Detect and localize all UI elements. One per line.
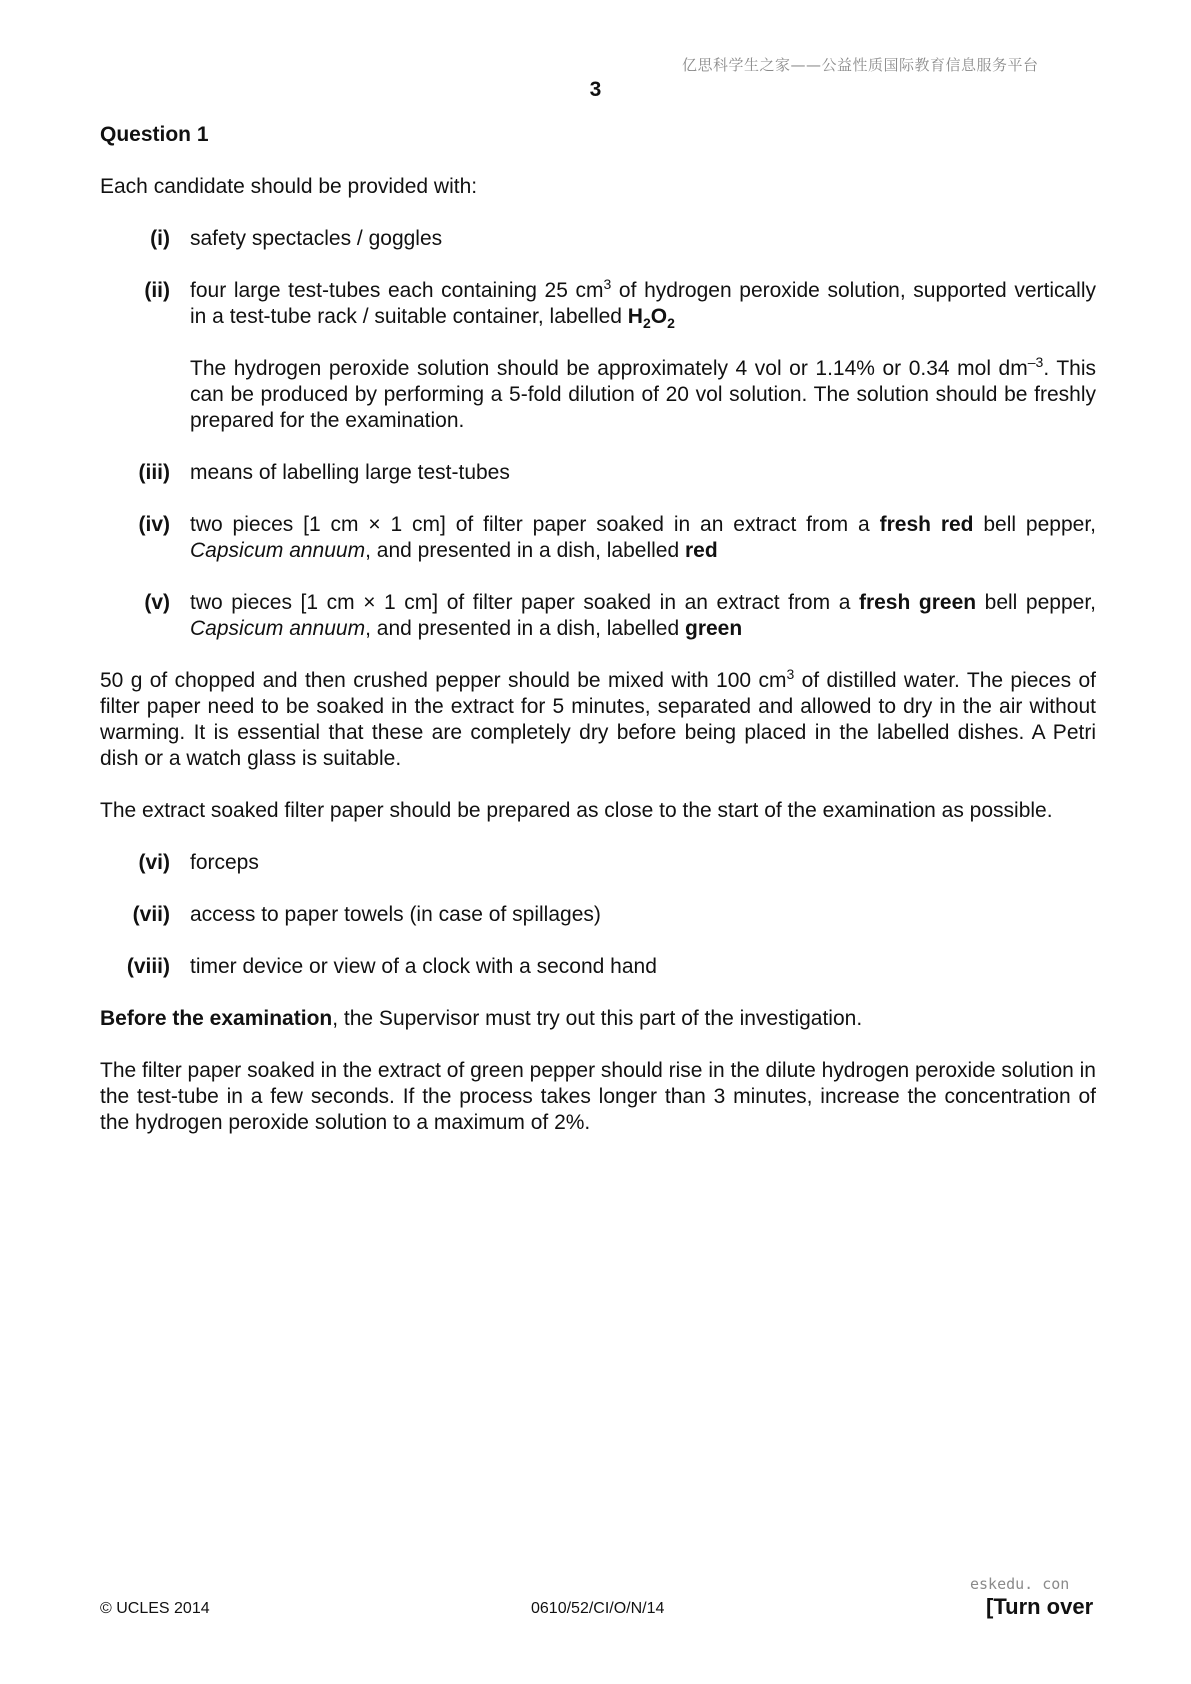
item-text: means of labelling large test-tubes xyxy=(190,461,510,484)
list-item-iii xyxy=(100,460,1096,486)
before-exam-paragraph: Before the examination, the Supervisor must try out this part of the investigation. xyxy=(100,1007,863,1030)
item-text: timer device or view of a clock with a second hand xyxy=(190,955,657,978)
extract-paragraph: 50 g of chopped and then crushed pepper should be mixed with 100 $cm^3$ of distilled water. The pieces of filter paper need to be soaked in the extract for 5 minutes, separated and allowed to dry in the air without warming. It is essential that these are completely dry before being placed in the labelled dishes. A Petri dish or a watch glass is suitable. xyxy=(100,666,1096,770)
footer-paper-code: 0610/52/CI/O/N/14 xyxy=(531,1600,665,1617)
watermark-top: 亿思科学生之家——公益性质国际教育信息服务平台 xyxy=(682,56,1039,74)
final-paragraph: The filter paper soaked in the extract of green pepper should rise in the dilute hydrogen peroxide solution in the test-tube in a few seconds. If the process takes longer than 3 minutes, increase the concentration of the hydrogen peroxide solution to a maximum of 2%. xyxy=(100,1059,1096,1134)
intro-text: Each candidate should be provided with: xyxy=(100,175,478,198)
item-text: four large test-tubes each containing 25 $cm^3$ of hydrogen peroxide solution, supported vertically in a test-tube rack / suitable container, labelled $H_2O_2$ The hydrogen peroxide solution should be approximately 4 vol or 1.14% or 0.34 mol $dm^{-3}$. This can be produced by performing a 5-fold dilution of 20 vol solution. The solution should be freshly prepared for the examination. xyxy=(190,276,1097,432)
question-heading: Question 1 xyxy=(100,123,209,146)
item-text: two pieces [1 cm × 1 cm] of filter paper soaked in an extract from a fresh red bell pepper, Capsicum annuum, and presented in a dish, labelled red xyxy=(190,513,1096,562)
item-number: (v) xyxy=(144,591,170,614)
footer-copyright: © UCLES 2014 xyxy=(100,1600,210,1617)
item-text: access to paper towels (in case of spillages) xyxy=(190,903,601,926)
item-number: (vi) xyxy=(138,851,170,874)
item-number: (ii) xyxy=(144,279,170,302)
item-text: two pieces [1 cm × 1 cm] of filter paper soaked in an extract from a fresh green bell pepper, Capsicum annuum, and presented in a dish, labelled green xyxy=(190,591,1096,640)
item-number: (i) xyxy=(150,227,170,250)
document-body xyxy=(100,122,1096,1162)
h2o2-label: $H_2O_2$ xyxy=(627,305,675,331)
list-item-ii xyxy=(100,278,1096,434)
item-number: (iii) xyxy=(138,461,170,484)
page-number: 3 xyxy=(589,78,602,101)
list-item-i xyxy=(100,226,1096,252)
list-item-v xyxy=(100,590,1096,642)
item-number: (vii) xyxy=(132,903,170,926)
watermark-bottom: eskedu. con xyxy=(970,1575,1070,1593)
list-item-iv xyxy=(100,512,1096,564)
item-text: safety spectacles / goggles xyxy=(190,227,443,250)
list-item-vii xyxy=(100,902,1096,928)
item-note: The hydrogen peroxide solution should be approximately 4 vol or 1.14% or 0.34 mol $dm^{-3}$. This can be produced by performing a 5-fold dilution of 20 vol solution. The solution should be freshly prepared for the examination. xyxy=(190,354,1096,432)
item-number: (viii) xyxy=(126,955,170,978)
list-item-viii xyxy=(100,954,1096,980)
item-number: (iv) xyxy=(138,513,170,536)
list-item-vi xyxy=(100,850,1096,876)
timing-paragraph: The extract soaked filter paper should be prepared as close to the start of the examination as possible. xyxy=(100,799,1053,822)
footer-turn-over: [Turn over xyxy=(986,1594,1094,1619)
item-text: forceps xyxy=(190,851,259,874)
